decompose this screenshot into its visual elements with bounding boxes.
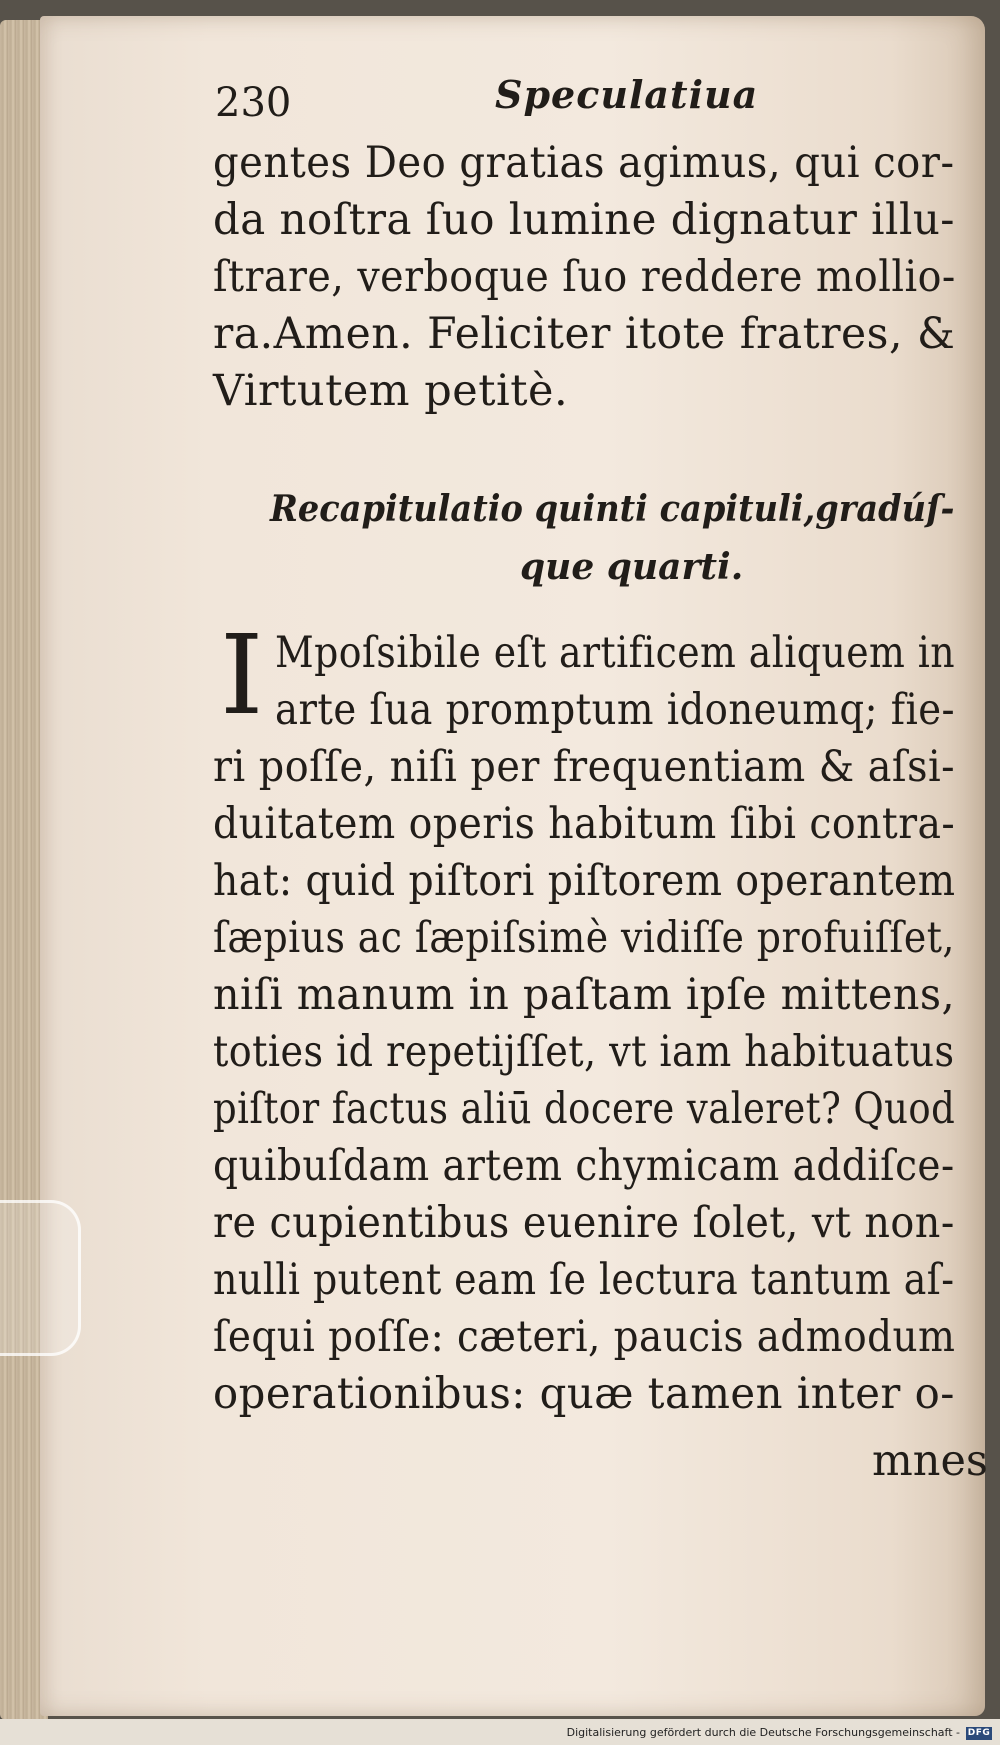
text-line: toties id repetijſſet, vt iam habituatus xyxy=(213,1027,955,1077)
text-line: ſæpius ac ſæpiſsimè vidiſſe profuiſſet, xyxy=(213,913,955,963)
text-line: operationibus: quæ tamen inter o- xyxy=(213,1369,955,1419)
catchword: mnes xyxy=(872,1436,988,1486)
clip-overlay xyxy=(0,1200,81,1356)
page-number: 230 xyxy=(215,80,292,126)
text-line: arte ſua promptum idoneumq; fie- xyxy=(275,685,956,735)
text-line: duitatem operis habitum ſibi contra- xyxy=(213,799,956,849)
text-line: nulli putent eam ſe lectura tantum aſ- xyxy=(213,1255,955,1305)
dfg-logo: DFG xyxy=(967,1728,991,1738)
text-line: niſi manum in paſtam ipſe mittens, xyxy=(213,970,956,1020)
text-line: hat: quid piſtori piſtorem operantem xyxy=(213,856,956,906)
text-line: ſtrare, verboque ſuo reddere mollio- xyxy=(213,252,956,302)
text-line: gentes Deo gratias agimus, qui cor- xyxy=(213,138,955,188)
text-line: quibuſdam artem chymicam addiſce- xyxy=(213,1141,955,1191)
text-line: ri poſſe, niſi per frequentiam & aſsi- xyxy=(213,742,956,792)
text-line: da noſtra ſuo lumine dignatur illu- xyxy=(213,195,955,245)
section-heading-line: Recapitulatio quinti capituli,gradúſ- xyxy=(270,488,955,530)
section-heading-line: que quarti. xyxy=(520,546,744,588)
text-line: piſtor factus aliū docere valeret? Quod xyxy=(213,1084,956,1134)
text-line: re cupientibus euenire ſolet, vt non- xyxy=(213,1198,955,1248)
footer-credit-text: Digitalisierung gefördert durch die Deutsche Forschungsgemeinschaft - xyxy=(566,1726,960,1739)
footer-band xyxy=(0,1719,1000,1745)
running-title: Speculatiua xyxy=(495,72,759,117)
text-line: ſequi poſſe: cæteri, paucis admodum xyxy=(213,1312,956,1362)
text-line: Virtutem petitè. xyxy=(213,366,569,416)
drop-cap: I xyxy=(220,611,264,739)
text-line: ra.Amen. Feliciter itote fratres, & xyxy=(213,309,956,359)
text-line: Mpoſsibile eſt artificem aliquem in xyxy=(275,628,956,678)
